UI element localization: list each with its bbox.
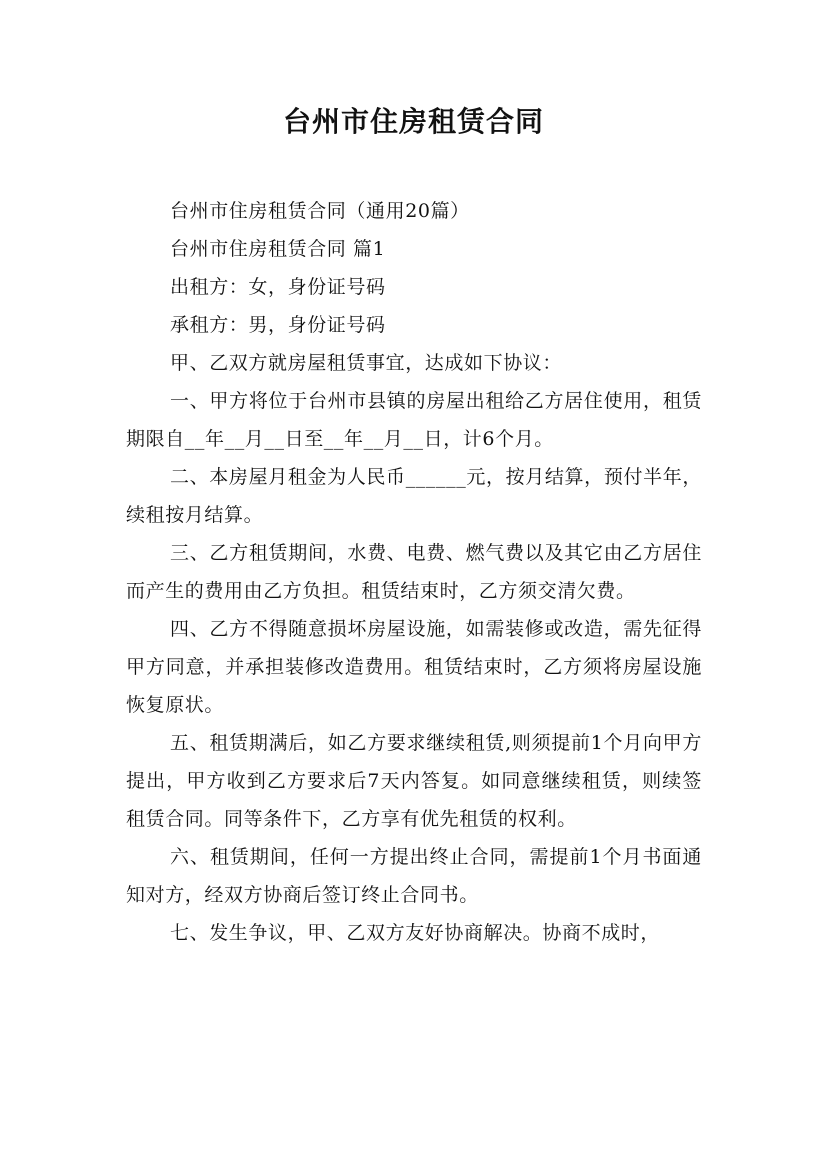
clause-2: 二、本房屋月租金为人民币______元，按月结算，预付半年，续租按月结算。 xyxy=(126,466,702,526)
clause-4: 四、乙方不得随意损坏房屋设施，如需装修或改造，需先征得甲方同意，并承担装修改造费用。租赁结束时，乙方须将房屋设施恢复原状。 xyxy=(126,618,702,716)
lessor-line: 出租方：女，身份证号码 xyxy=(170,276,386,298)
subtitle-line: 台州市住房租赁合同（通用20篇） xyxy=(170,200,470,222)
clause-6: 六、租赁期间，任何一方提出终止合同，需提前1个月书面通知对方，经双方协商后签订终止合同书。 xyxy=(126,846,702,906)
document-body xyxy=(126,192,702,952)
section-heading: 台州市住房租赁合同 篇1 xyxy=(170,238,386,260)
document-title: 台州市住房租赁合同 xyxy=(282,105,544,138)
clause-1: 一、甲方将位于台州市县镇的房屋出租给乙方居住使用，租赁期限自__年__月__日至__年__月__日，计6个月。 xyxy=(126,390,702,450)
clause-5: 五、租赁期满后，如乙方要求继续租赁,则须提前1个月向甲方提出，甲方收到乙方要求后7天内答复。如同意继续租赁，则续签租赁合同。同等条件下，乙方享有优先租赁的权利。 xyxy=(126,732,702,830)
clause-3: 三、乙方租赁期间，水费、电费、燃气费以及其它由乙方居住而产生的费用由乙方负担。租赁结束时，乙方须交清欠费。 xyxy=(126,542,702,602)
clause-7: 七、发生争议，甲、乙双方友好协商解决。协商不成时， xyxy=(170,922,661,944)
agreement-intro: 甲、乙双方就房屋租赁事宜，达成如下协议： xyxy=(170,352,563,374)
lessee-line: 承租方：男，身份证号码 xyxy=(170,314,386,336)
